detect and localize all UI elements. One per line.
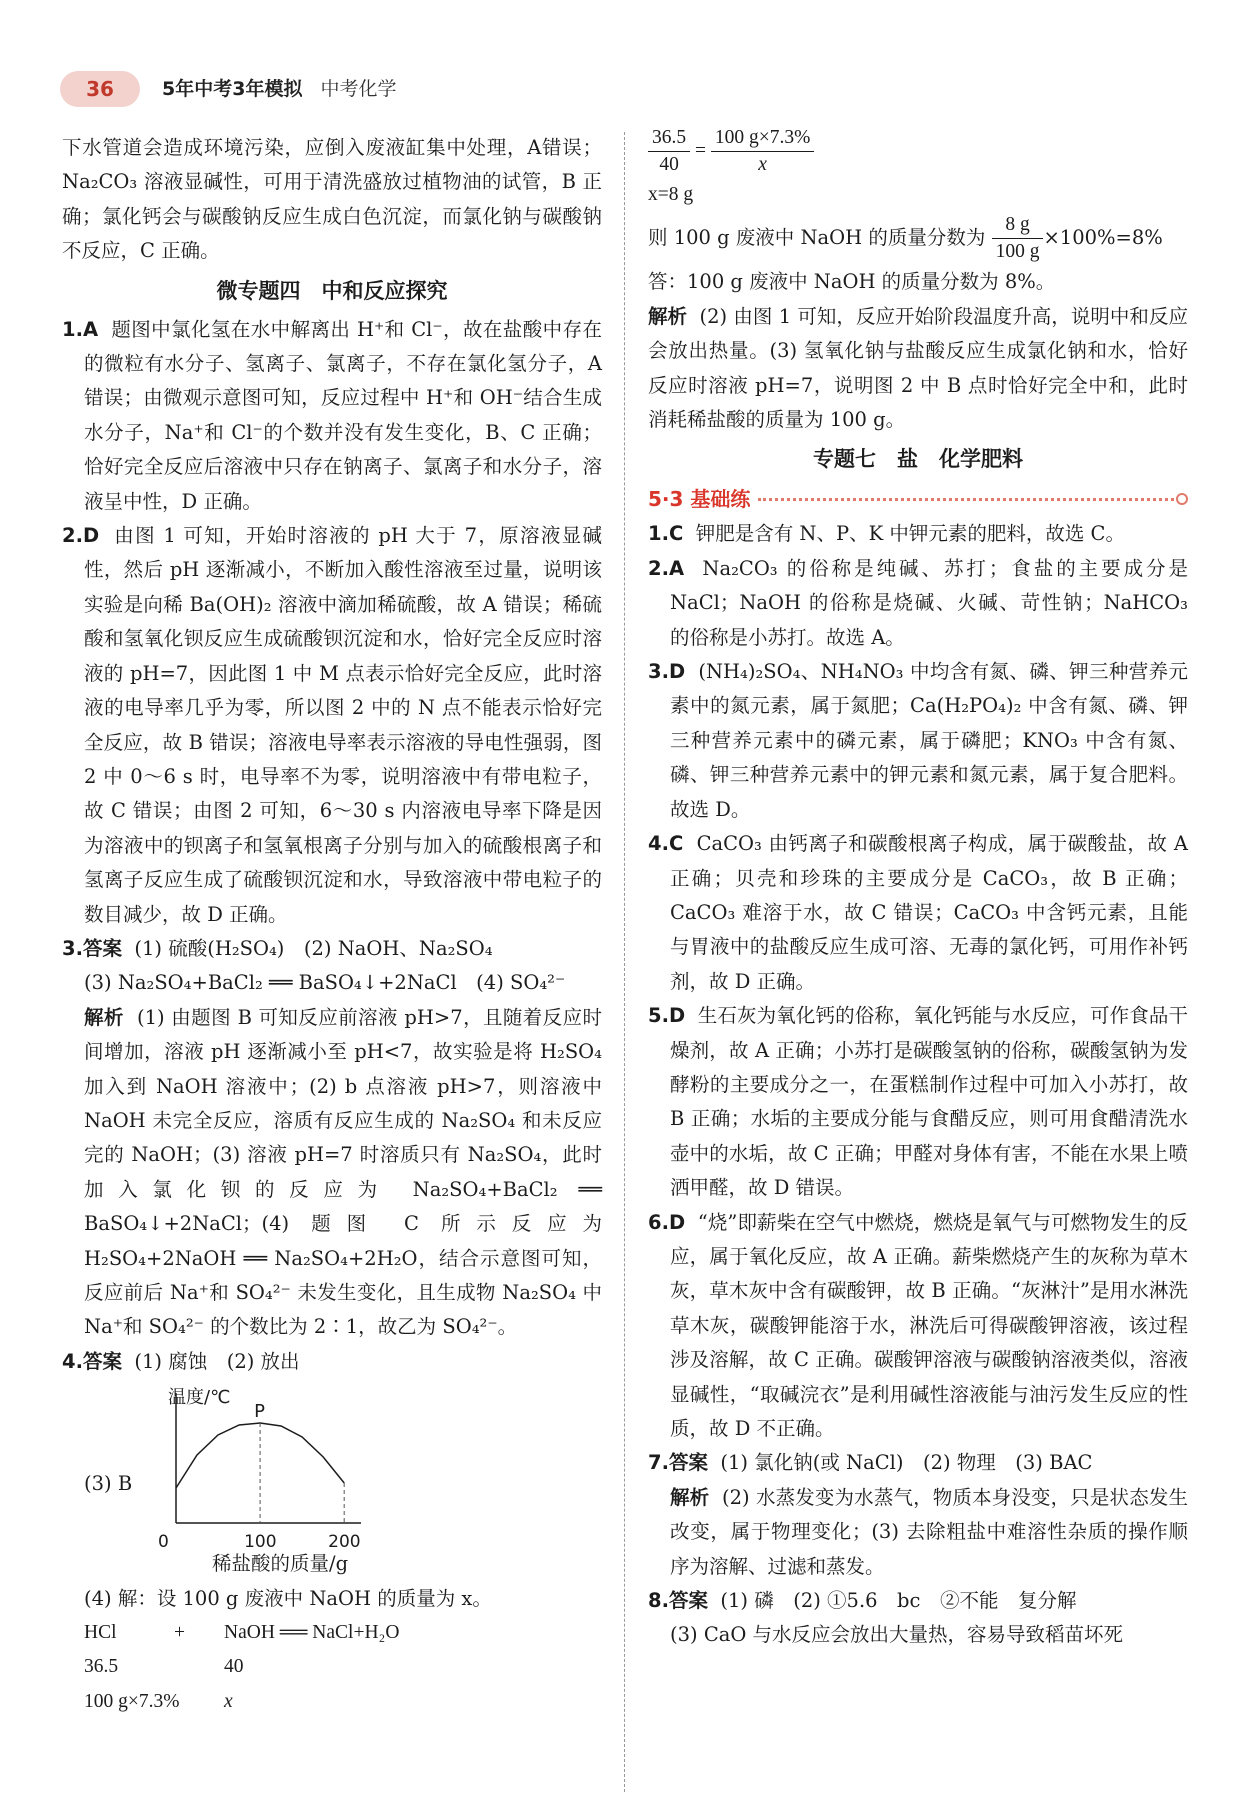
question-text: “烧”即薪柴在空气中燃烧，燃烧是氧气与可燃物发生的反应，属于氧化反应，故 A 正确。薪柴燃烧产生的灰称为草木灰，草木灰中含有碳酸钾，故 B 正确。“灰淋汁”是用水淋洗草木灰，碳酸钾能溶于水，淋洗后可得碳酸钾溶液，该过程涉及溶解，故 C 正确。碳酸钾溶液与碳酸钠溶液类似，溶液显碱性，“取碱浣衣”是利用碱性溶液能与油污发生反应的性质，故 D 不正确。 — [670, 1210, 1188, 1440]
answer-line: (1) 硫酸(H₂SO₄) (2) NaOH、Na₂SO₄ — [134, 936, 493, 960]
banner-end-circle — [1176, 493, 1188, 505]
question-text: 钾肥是含有 N、P、K 中钾元素的肥料，故选 C。 — [695, 522, 1125, 546]
right-column — [648, 127, 1188, 1653]
banner-label: 5·3 基础练 — [648, 487, 751, 512]
mass-fraction-pre: 则 100 g 废液中 NaOH 的质量分数为 — [648, 226, 986, 250]
analysis-label: 解析 — [648, 304, 688, 328]
ratio-right-num: 100 g×7.3% — [711, 125, 815, 152]
question-number: 7.答案 — [648, 1451, 708, 1475]
question-2 — [648, 552, 1188, 655]
mass-fraction — [992, 212, 1044, 265]
question-number: 2.D — [62, 524, 100, 548]
question-number: 4.C — [648, 832, 684, 856]
question-number: 2.A — [648, 556, 685, 580]
question-number: 4.答案 — [62, 1349, 122, 1373]
question-text: 题图中氯化氢在水中解离出 H⁺和 Cl⁻，故在盐酸中存在的微粒有水分子、氢离子、氯离子，不存在氯化氢分子，A 错误；由微观示意图可知，反应过程中 H⁺和 OH⁻结合生成水分子，Na⁺和 Cl⁻的个数并没有发生变化，B、C 正确；恰好完全反应后溶液中只存在钠离子、氯离子和水分子，溶液呈中性，D 正确。 — [84, 317, 602, 513]
intro-paragraph: 下水管道会造成环境污染，应倒入废液缸集中处理，A错误；Na₂CO₃ 溶液显碱性，可用于清洗盛放过植物油的试管，B 正确；氯化钙会与碳酸钠反应生成白色沉淀，而氯化钠与碳酸钠不反应，C 正确。 — [62, 136, 602, 263]
banner-dotted-line — [758, 498, 1174, 501]
question-1 — [62, 313, 602, 519]
analysis — [62, 1001, 602, 1345]
question-number: 8.答案 — [648, 1589, 708, 1613]
book-subtitle: 中考化学 — [320, 77, 397, 100]
ratio-left-den: 40 — [659, 154, 679, 175]
equation-row — [62, 1616, 602, 1650]
temperature-chart — [156, 1383, 376, 1553]
column-divider — [624, 132, 625, 1792]
molar-mass-hcl: 36.5 — [84, 1656, 119, 1678]
question-text: 由图 1 可知，开始时溶液的 pH 大于 7，原溶液显碱性，然后 pH 逐渐减小，不断加入酸性溶液至过量，说明该实验是向稀 Ba(OH)₂ 溶液中滴加稀硫酸，故 A 错误；稀硫酸和氢氧化钡反应生成硫酸钡沉淀和水，恰好完全反应时溶液的 pH=7，因此图 1 中 M 点表示恰好完全反应，此时溶液的电导率几乎为零，所以图 2 中的 N 点不能表示恰好完全反应，故 B 错误；溶液电导率表示溶液的导电性强弱，图 2 中 0～6 s 时，电导率不为零，说明溶液中有带电粒子，故 C 错误；由图 2 可知，6～30 s 内溶液电导率下降是因为溶液中的钡离子和氢氧根离子分别与加入的硫酸根离子和氢离子反应生成了硫酸钡沉淀和水，导致溶液中带电粒子的数目减少，故 D 正确。 — [84, 524, 602, 926]
chart-peak-label: P — [254, 1401, 265, 1423]
answer-line: (1) 磷 (2) ①5.6 bc ②不能 复分解 — [720, 1589, 1077, 1613]
analysis — [648, 300, 1188, 438]
book-title: 5年中考3年模拟 — [162, 77, 303, 100]
question-3 — [62, 932, 602, 966]
mass-fraction-line — [648, 212, 1188, 265]
analysis-label: 解析 — [670, 1485, 710, 1509]
analysis — [648, 1481, 1188, 1584]
analysis-text: (2) 水蒸发变为水蒸气，物质本身没变，只是状态发生改变，属于物理变化；(3) 去除粗盐中难溶性杂质的操作顺序为溶解、过滤和蒸发。 — [670, 1485, 1188, 1578]
question-text: 生石灰为氧化钙的俗称，氧化钙能与水反应，可作食品干燥剂，故 A 正确；小苏打是碳酸氢钠的俗称，碳酸氢钠为发酵粉的主要成分之一，在蛋糕制作过程中可加入小苏打，故 B 正确；水垢的主要成分能与食醋反应，则可用食醋清洗水壶中的水垢，故 C 正确；甲醛对身体有害，不能在水果上喷洒甲醛，故 D 错误。 — [670, 1004, 1188, 1200]
molar-mass-naoh: 40 — [224, 1656, 244, 1678]
given-mass-hcl: 100 g×7.3% — [84, 1690, 180, 1712]
question-number: 3.D — [648, 660, 686, 684]
question-4 — [62, 1345, 602, 1379]
question-text: CaCO₃ 由钙离子和碳酸根离子构成，属于碳酸盐，故 A 正确；贝壳和珍珠的主要成分是 CaCO₃，故 B 正确；CaCO₃ 难溶于水，故 C 错误；CaCO₃ 中含钙元素，且能与胃液中的盐酸反应生成可溶、无毒的氯化钙，可用作补钙剂，故 D 正确。 — [670, 832, 1188, 993]
question-1 — [648, 517, 1188, 551]
mass-fraction-den: 100 g — [995, 241, 1040, 263]
mass-fraction-post: ×100%=8% — [1043, 226, 1163, 250]
given-mass-row — [62, 1685, 602, 1719]
answer-line: (3) CaO 与水反应会放出大量热，容易导致稻苗坏死 — [670, 1623, 1124, 1647]
given-mass-naoh: x — [224, 1690, 233, 1712]
question-3 — [648, 655, 1188, 827]
ratio-right-fraction — [711, 125, 815, 178]
ratio-right-den: x — [758, 154, 767, 175]
question-7 — [648, 1446, 1188, 1480]
answer-line: (1) 腐蚀 (2) 放出 — [134, 1349, 300, 1373]
answer-line: (3) Na₂SO₄+BaCl₂ ══ BaSO₄↓+2NaCl (4) SO₄²⁻ — [84, 971, 566, 995]
analysis-label: 解析 — [84, 1005, 124, 1029]
question-8 — [648, 1584, 1188, 1618]
ratio-equation: $\frac{36.5}{40}$ = $\frac{100 g\times 7.3\%}{x}$ — [648, 125, 1188, 178]
question-text: Na₂CO₃ 的俗称是纯碱、苏打；食盐的主要成分是 NaCl；NaOH 的俗称是烧碱、火碱、苛性钠；NaHCO₃ 的俗称是小苏打。故选 A。 — [670, 556, 1188, 649]
ratio-left-num: 36.5 — [648, 125, 690, 152]
mass-fraction-num: 8 g — [992, 212, 1044, 239]
question-number: 3.答案 — [62, 936, 122, 960]
question-number: 1.C — [648, 522, 684, 546]
x-result: x=8 g — [648, 184, 694, 205]
question-number: 6.D — [648, 1210, 686, 1234]
solution-intro: (4) 解：设 100 g 废液中 NaOH 的质量为 x。 — [84, 1586, 492, 1610]
part-3-label: (3) B — [84, 1472, 133, 1496]
analysis-text: (1) 由题图 B 可知反应前溶液 pH>7，且随着反应时间增加，溶液 pH 逐渐减小至 pH<7，故实验是将 H₂SO₄ 加入到 NaOH 溶液中；(2) b 点溶液 pH>7，则溶液中 NaOH 未完全反应，溶质有反应生成的 Na₂SO₄ 和未反应完的 NaOH；(3) 溶液 pH=7 时溶质只有 Na₂SO₄，此时加入氯化钡的反应为 Na₂SO₄+BaCl₂ ══ BaSO₄↓+2NaCl；(4) 题图 C 所示反应为 H₂SO₄+2NaOH ══ Na₂SO₄+2H₂O，结合示意图可知，反应前后 Na⁺和 SO₄²⁻ 未发生变化，且生成物 Na₂SO₄ 中 Na⁺和 SO₄²⁻ 的个数比为 2∶1，故乙为 SO₄²⁻。 — [84, 1005, 602, 1339]
equation-reactant: HCl — [84, 1622, 117, 1644]
equation-rest: NaOH ══ NaCl+H₂O — [224, 1622, 400, 1644]
question-2 — [62, 519, 602, 932]
question-number: 5.D — [648, 1004, 686, 1028]
chart-x-label: 稀盐酸的质量/g — [212, 1552, 349, 1576]
chart-tick-label: 0 — [158, 1532, 169, 1553]
section-title-neutralization: 微专题四 中和反应探究 — [216, 278, 448, 303]
equation-plus: + — [174, 1622, 185, 1644]
page-number: 36 — [60, 71, 140, 107]
chart-y-label: 温度/℃ — [168, 1387, 231, 1409]
question-4 — [648, 827, 1188, 999]
practice-banner — [648, 481, 1188, 517]
question-text: (NH₄)₂SO₄、NH₄NO₃ 中均含有氮、磷、钾三种营养元素中的氮元素，属于氮肥；Ca(H₂PO₄)₂ 中含有氮、磷、钾三种营养元素中的磷元素，属于磷肥；KNO₃ 中含有氮、磷、钾三种营养元素中的钾元素和氮元素，属于复合肥料。故选 D。 — [670, 660, 1188, 821]
chart-tick-label: 200 — [328, 1532, 361, 1553]
chart-tick-label: 100 — [244, 1532, 277, 1553]
molar-mass-row — [62, 1650, 602, 1684]
ratio-left-fraction — [648, 125, 690, 178]
answer-line: (1) 氯化钠(或 NaCl) (2) 物理 (3) BAC — [720, 1451, 1093, 1475]
page-header — [60, 70, 396, 108]
left-column — [62, 131, 602, 1719]
section-title-salt: 专题七 盐 化学肥料 — [813, 447, 1023, 472]
question-5 — [648, 999, 1188, 1205]
question-6 — [648, 1206, 1188, 1447]
conclusion: 答：100 g 废液中 NaOH 的质量分数为 8%。 — [648, 270, 1056, 294]
answer-chart-row — [62, 1383, 602, 1553]
question-number: 1.A — [62, 317, 99, 341]
analysis-text: (2) 由图 1 可知，反应开始阶段温度升高，说明中和反应会放出热量。(3) 氢氧化钠与盐酸反应生成氯化钠和水，恰好反应时溶液 pH=7，说明图 2 中 B 点时恰好完全中和，此时消耗稀盐酸的质量为 100 g。 — [648, 304, 1188, 432]
